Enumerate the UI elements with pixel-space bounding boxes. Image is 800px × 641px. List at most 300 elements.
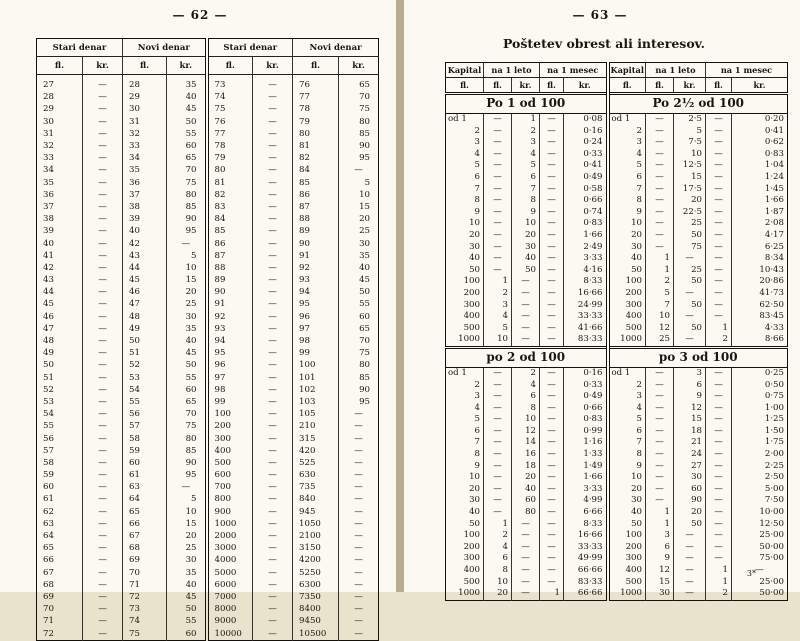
table-cell: — bbox=[706, 126, 732, 138]
table-cell: 31 bbox=[43, 128, 54, 139]
table-cell: — bbox=[706, 195, 732, 207]
table-cell: od 1 bbox=[608, 367, 646, 379]
table-cell: — bbox=[674, 530, 706, 542]
table-cell: — bbox=[484, 426, 512, 438]
table-cell: 40 bbox=[167, 579, 207, 591]
table-cell: 10 bbox=[167, 506, 207, 518]
table-cell: 40 bbox=[43, 238, 54, 249]
table-cell: 12 bbox=[674, 403, 706, 415]
table-cell: 25·00 bbox=[732, 530, 788, 542]
table-cell: 49·99 bbox=[564, 553, 608, 565]
table-cell: — bbox=[512, 553, 540, 565]
table-row bbox=[446, 553, 788, 565]
table-cell: 1·66 bbox=[732, 195, 788, 207]
table-cell: 0·08 bbox=[564, 114, 608, 126]
table-cell: 7 bbox=[474, 183, 480, 194]
table-cell: 5 bbox=[167, 493, 207, 505]
table-cell: 80 bbox=[207, 164, 253, 176]
table-row bbox=[37, 128, 379, 140]
table-row bbox=[37, 213, 379, 225]
sub-kr: kr. bbox=[564, 78, 608, 94]
table-cell: 85 bbox=[339, 128, 379, 140]
table-cell: 51 bbox=[123, 347, 167, 359]
table-row bbox=[446, 195, 788, 207]
table-row bbox=[37, 177, 379, 189]
table-row bbox=[446, 495, 788, 507]
table-cell: 20 bbox=[484, 588, 512, 600]
sub-fl: fl. bbox=[207, 57, 253, 75]
table-cell: 6300 bbox=[293, 579, 339, 591]
header-new-money-1: Novi denar bbox=[123, 39, 207, 57]
table-cell: 30 bbox=[646, 588, 674, 600]
table-row bbox=[446, 379, 788, 391]
table-cell: 80 bbox=[339, 116, 379, 128]
table-cell: 69 bbox=[43, 591, 54, 602]
table-cell: 92 bbox=[207, 311, 253, 323]
table-cell: 5 bbox=[608, 160, 646, 172]
table-cell: 100 bbox=[608, 530, 646, 542]
table-row bbox=[37, 481, 379, 493]
table-cell: — bbox=[706, 391, 732, 403]
table-cell: 89 bbox=[293, 225, 339, 237]
table-cell: — bbox=[83, 91, 123, 103]
table-cell: — bbox=[646, 379, 674, 391]
table-cell: 8·33 bbox=[564, 519, 608, 531]
sub-fl: fl. bbox=[484, 78, 512, 94]
table-cell: 4 bbox=[484, 542, 512, 554]
table-cell: 55 bbox=[43, 421, 54, 432]
table-cell: 9450 bbox=[293, 615, 339, 627]
table-cell: — bbox=[512, 311, 540, 323]
table-cell: — bbox=[706, 449, 732, 461]
table-cell: 73 bbox=[123, 603, 167, 615]
table-cell: — bbox=[484, 114, 512, 126]
table-cell: 800 bbox=[207, 493, 253, 505]
table-row bbox=[37, 567, 379, 579]
table-cell: — bbox=[646, 184, 674, 196]
sub-fl: fl. bbox=[293, 57, 339, 75]
table-cell: 61 bbox=[123, 469, 167, 481]
table-cell: — bbox=[83, 396, 123, 408]
table-cell: — bbox=[706, 172, 732, 184]
table-cell: — bbox=[339, 408, 379, 420]
table-row bbox=[446, 565, 788, 577]
table-cell: 21 bbox=[674, 437, 706, 449]
table-cell: 40 bbox=[123, 225, 167, 237]
table-cell: 45 bbox=[339, 274, 379, 286]
table-cell: 6000 bbox=[207, 579, 253, 591]
table-cell: 1000 bbox=[458, 334, 480, 345]
table-cell: — bbox=[253, 567, 293, 579]
table-cell: — bbox=[253, 615, 293, 627]
table-cell: 36 bbox=[123, 177, 167, 189]
table-cell: 76 bbox=[207, 116, 253, 128]
table-cell: 50 bbox=[339, 286, 379, 298]
table-cell: 92 bbox=[293, 262, 339, 274]
table-cell: 8 bbox=[474, 195, 480, 206]
table-cell: 46 bbox=[123, 286, 167, 298]
table-cell: — bbox=[339, 432, 379, 444]
table-cell: 1 bbox=[646, 507, 674, 519]
table-row bbox=[446, 542, 788, 554]
table-cell: 70 bbox=[167, 408, 207, 420]
table-cell: 1·04 bbox=[732, 160, 788, 172]
table-cell: 34 bbox=[123, 152, 167, 164]
table-cell: 2·50 bbox=[732, 472, 788, 484]
table-cell: 75 bbox=[167, 177, 207, 189]
table-cell: 25 bbox=[167, 298, 207, 310]
table-row bbox=[37, 493, 379, 505]
table-cell: 30 bbox=[469, 241, 480, 252]
table-cell: 41 bbox=[43, 250, 54, 261]
table-cell: 1 bbox=[706, 577, 732, 589]
table-cell: 10 bbox=[339, 189, 379, 201]
table-row bbox=[37, 579, 379, 591]
table-cell: 4 bbox=[512, 379, 540, 391]
table-cell: — bbox=[83, 518, 123, 530]
table-cell: 10 bbox=[512, 414, 540, 426]
table-cell: 73 bbox=[207, 79, 253, 91]
table-cell: 3 bbox=[512, 137, 540, 149]
table-header-row bbox=[37, 39, 379, 57]
table-cell: 74 bbox=[207, 91, 253, 103]
table-cell: — bbox=[646, 126, 674, 138]
table-cell: 50 bbox=[123, 335, 167, 347]
table-cell: 40 bbox=[469, 507, 480, 518]
table-cell: 3·33 bbox=[564, 484, 608, 496]
table-cell: — bbox=[339, 506, 379, 518]
table-cell: 1 bbox=[484, 276, 512, 288]
table-cell: — bbox=[339, 567, 379, 579]
section-title: po 2 od 100 bbox=[446, 347, 608, 367]
table-cell: 95 bbox=[167, 469, 207, 481]
table-cell: 2 bbox=[608, 379, 646, 391]
table-cell: — bbox=[339, 518, 379, 530]
table-cell: 50 bbox=[469, 518, 480, 529]
table-cell: 86 bbox=[293, 189, 339, 201]
table-cell: 5 bbox=[512, 160, 540, 172]
table-cell: 70 bbox=[123, 567, 167, 579]
table-cell: 50 bbox=[167, 359, 207, 371]
table-cell: 0·83 bbox=[564, 414, 608, 426]
table-cell: — bbox=[339, 469, 379, 481]
table-row bbox=[446, 276, 788, 288]
table-cell: 500 bbox=[608, 323, 646, 335]
table-cell: — bbox=[83, 445, 123, 457]
table-cell: — bbox=[339, 457, 379, 469]
table-cell: 1·24 bbox=[732, 172, 788, 184]
table-cell: 68 bbox=[43, 579, 54, 590]
table-cell: 50 bbox=[167, 116, 207, 128]
table-cell: — bbox=[83, 298, 123, 310]
table-cell: 47 bbox=[123, 298, 167, 310]
table-cell: 200 bbox=[207, 420, 253, 432]
table-cell: 0·33 bbox=[564, 149, 608, 161]
table-cell: — bbox=[706, 437, 732, 449]
table-row bbox=[446, 114, 788, 126]
sub-fl: fl. bbox=[706, 78, 732, 94]
table-cell: 7 bbox=[608, 184, 646, 196]
table-cell: 3000 bbox=[207, 542, 253, 554]
table-cell: — bbox=[646, 367, 674, 379]
table-cell: 35 bbox=[339, 250, 379, 262]
table-cell: 50·00 bbox=[732, 588, 788, 600]
table-cell: — bbox=[540, 449, 564, 461]
table-row bbox=[446, 230, 788, 242]
table-cell: 33·33 bbox=[564, 311, 608, 323]
table-cell: 6 bbox=[484, 553, 512, 565]
table-cell: 70 bbox=[167, 164, 207, 176]
table-cell: 58 bbox=[123, 432, 167, 444]
table-cell: 9 bbox=[608, 207, 646, 219]
table-row bbox=[37, 530, 379, 542]
table-cell: — bbox=[484, 391, 512, 403]
table-cell: — bbox=[706, 403, 732, 415]
header-old-money-2: Stari denar bbox=[207, 39, 293, 57]
table-cell: 25 bbox=[674, 218, 706, 230]
table-cell: 91 bbox=[207, 298, 253, 310]
table-cell: 60 bbox=[167, 627, 207, 640]
table-cell: 85 bbox=[167, 445, 207, 457]
table-row bbox=[37, 469, 379, 481]
table-cell: 79 bbox=[293, 116, 339, 128]
table-cell: — bbox=[540, 403, 564, 415]
table-cell: — bbox=[339, 603, 379, 615]
table-cell: 0·66 bbox=[564, 403, 608, 415]
table-cell: 55 bbox=[167, 128, 207, 140]
table-cell: 37 bbox=[123, 189, 167, 201]
table-cell: 40 bbox=[167, 91, 207, 103]
table-cell: 100 bbox=[608, 276, 646, 288]
table-cell: 4000 bbox=[207, 554, 253, 566]
table-cell: 71 bbox=[123, 579, 167, 591]
table-cell: 1 bbox=[706, 565, 732, 577]
table-cell: 30 bbox=[43, 116, 54, 127]
table-cell: — bbox=[646, 149, 674, 161]
table-cell: 0·41 bbox=[564, 160, 608, 172]
table-row bbox=[37, 311, 379, 323]
table-cell: 2 bbox=[484, 288, 512, 300]
table-cell: 27 bbox=[674, 461, 706, 473]
table-cell: 10 bbox=[484, 334, 512, 347]
table-cell: 102 bbox=[293, 384, 339, 396]
table-cell: — bbox=[484, 403, 512, 415]
header-capital-2: Kapital bbox=[608, 63, 646, 78]
table-cell: 15 bbox=[339, 201, 379, 213]
table-cell: 32 bbox=[123, 128, 167, 140]
table-cell: — bbox=[253, 116, 293, 128]
table-cell: — bbox=[706, 276, 732, 288]
table-cell: 7350 bbox=[293, 591, 339, 603]
table-row bbox=[446, 507, 788, 519]
header-old-money-1: Stari denar bbox=[37, 39, 123, 57]
table-cell: 81 bbox=[207, 177, 253, 189]
table-cell: 500 bbox=[207, 457, 253, 469]
table-cell: — bbox=[512, 588, 540, 600]
table-cell: — bbox=[83, 530, 123, 542]
table-cell: 50 bbox=[674, 323, 706, 335]
table-cell: — bbox=[253, 335, 293, 347]
table-cell: — bbox=[253, 372, 293, 384]
table-cell: 30 bbox=[167, 554, 207, 566]
table-cell: — bbox=[674, 565, 706, 577]
table-row bbox=[446, 414, 788, 426]
table-cell: — bbox=[253, 286, 293, 298]
table-cell: 2·25 bbox=[732, 461, 788, 473]
table-cell: 62·50 bbox=[732, 300, 788, 312]
table-cell: 88 bbox=[293, 213, 339, 225]
table-cell: 81 bbox=[293, 140, 339, 152]
table-cell: 97 bbox=[293, 323, 339, 335]
table-cell: 65 bbox=[167, 396, 207, 408]
table-cell: — bbox=[674, 311, 706, 323]
table-cell: — bbox=[253, 201, 293, 213]
sub-fl: fl. bbox=[540, 78, 564, 94]
table-cell: 50 bbox=[674, 300, 706, 312]
table-cell: 40 bbox=[339, 262, 379, 274]
table-cell: 84 bbox=[293, 164, 339, 176]
table-cell: 61 bbox=[43, 494, 54, 505]
table-cell: — bbox=[540, 218, 564, 230]
table-cell: — bbox=[253, 481, 293, 493]
table-cell: 25 bbox=[646, 334, 674, 347]
table-cell: 72 bbox=[43, 628, 54, 639]
table-cell: 38 bbox=[123, 201, 167, 213]
table-cell: — bbox=[253, 91, 293, 103]
table-cell: 29 bbox=[123, 91, 167, 103]
table-cell: — bbox=[646, 242, 674, 254]
table-cell: 52 bbox=[123, 359, 167, 371]
table-cell: 12 bbox=[646, 323, 674, 335]
table-cell: 1·25 bbox=[732, 414, 788, 426]
header-per-year-2: na 1 leto bbox=[646, 63, 706, 78]
table-cell: 28 bbox=[123, 79, 167, 91]
left-page bbox=[0, 0, 396, 639]
table-cell: 8 bbox=[608, 449, 646, 461]
table-cell: 30 bbox=[608, 242, 646, 254]
table-cell: — bbox=[253, 79, 293, 91]
table-cell: 62 bbox=[43, 506, 54, 517]
table-cell: — bbox=[646, 172, 674, 184]
table-cell: 300 bbox=[608, 553, 646, 565]
table-cell: 15 bbox=[674, 414, 706, 426]
table-cell: — bbox=[339, 554, 379, 566]
table-cell: — bbox=[646, 207, 674, 219]
table-cell: 32 bbox=[43, 141, 54, 152]
table-cell: — bbox=[540, 472, 564, 484]
table-row bbox=[37, 506, 379, 518]
table-cell: 0·83 bbox=[732, 149, 788, 161]
table-cell: — bbox=[674, 542, 706, 554]
table-cell: 2 bbox=[484, 530, 512, 542]
table-cell: 10 bbox=[484, 577, 512, 589]
table-cell: 300 bbox=[608, 300, 646, 312]
table-cell: 52 bbox=[43, 384, 54, 395]
table-cell: 10500 bbox=[293, 627, 339, 640]
table-cell: 45 bbox=[43, 299, 54, 310]
table-cell: 1·66 bbox=[564, 472, 608, 484]
table-cell: 47 bbox=[43, 323, 54, 334]
table-cell: 56 bbox=[43, 433, 54, 444]
table-cell: — bbox=[512, 334, 540, 347]
table-cell: 58 bbox=[43, 457, 54, 468]
table-cell: 15 bbox=[167, 518, 207, 530]
table-cell: 83 bbox=[207, 201, 253, 213]
table-cell: 30 bbox=[469, 495, 480, 506]
table-cell: 2 bbox=[646, 276, 674, 288]
table-cell: — bbox=[253, 384, 293, 396]
table-row bbox=[446, 403, 788, 415]
table-cell: 72 bbox=[123, 591, 167, 603]
table-cell: — bbox=[484, 265, 512, 277]
table-cell: 17·5 bbox=[674, 184, 706, 196]
table-cell: 500 bbox=[608, 577, 646, 589]
table-cell: — bbox=[540, 577, 564, 589]
table-cell: — bbox=[253, 298, 293, 310]
table-cell: 45 bbox=[123, 274, 167, 286]
table-cell: 5 bbox=[474, 414, 480, 425]
table-cell: 96 bbox=[293, 311, 339, 323]
table-cell: — bbox=[83, 615, 123, 627]
table-cell: 95 bbox=[339, 396, 379, 408]
table-cell: 3 bbox=[608, 391, 646, 403]
table-cell: — bbox=[167, 481, 207, 493]
table-cell: 28 bbox=[43, 92, 54, 103]
table-cell: 40 bbox=[608, 253, 646, 265]
table-cell: 98 bbox=[207, 384, 253, 396]
section-header-row bbox=[446, 94, 788, 114]
section-title: Po 2½ od 100 bbox=[608, 94, 788, 114]
section-header-row bbox=[446, 347, 788, 367]
table-cell: 4·33 bbox=[732, 323, 788, 335]
table-cell: 50·00 bbox=[732, 542, 788, 554]
table-cell: — bbox=[706, 507, 732, 519]
sub-kr: kr. bbox=[732, 78, 788, 94]
table-cell: — bbox=[83, 189, 123, 201]
table-cell: 33 bbox=[123, 140, 167, 152]
table-row bbox=[37, 323, 379, 335]
table-cell: — bbox=[339, 579, 379, 591]
table-cell: — bbox=[253, 506, 293, 518]
table-cell: 18 bbox=[674, 426, 706, 438]
table-cell: 99 bbox=[293, 347, 339, 359]
table-cell: 83·45 bbox=[732, 311, 788, 323]
table-cell: 5 bbox=[608, 414, 646, 426]
table-row bbox=[446, 253, 788, 265]
table-cell: 40 bbox=[167, 335, 207, 347]
table-cell: 51 bbox=[43, 372, 54, 383]
table-cell: 7·50 bbox=[732, 495, 788, 507]
table-cell: 0·24 bbox=[564, 137, 608, 149]
table-cell: — bbox=[83, 506, 123, 518]
table-cell: — bbox=[674, 588, 706, 600]
table-cell: — bbox=[540, 461, 564, 473]
table-cell: — bbox=[253, 225, 293, 237]
table-cell: — bbox=[540, 323, 564, 335]
table-cell: 25 bbox=[167, 542, 207, 554]
interest-table-body bbox=[446, 94, 788, 601]
table-cell: — bbox=[706, 426, 732, 438]
table-cell: — bbox=[83, 347, 123, 359]
table-cell: 6 bbox=[474, 425, 480, 436]
table-cell: 10·00 bbox=[732, 507, 788, 519]
table-cell: — bbox=[484, 495, 512, 507]
table-cell: — bbox=[674, 553, 706, 565]
table-cell: — bbox=[83, 408, 123, 420]
table-cell: 54 bbox=[123, 384, 167, 396]
table-row bbox=[446, 126, 788, 138]
table-cell: 1·75 bbox=[732, 437, 788, 449]
